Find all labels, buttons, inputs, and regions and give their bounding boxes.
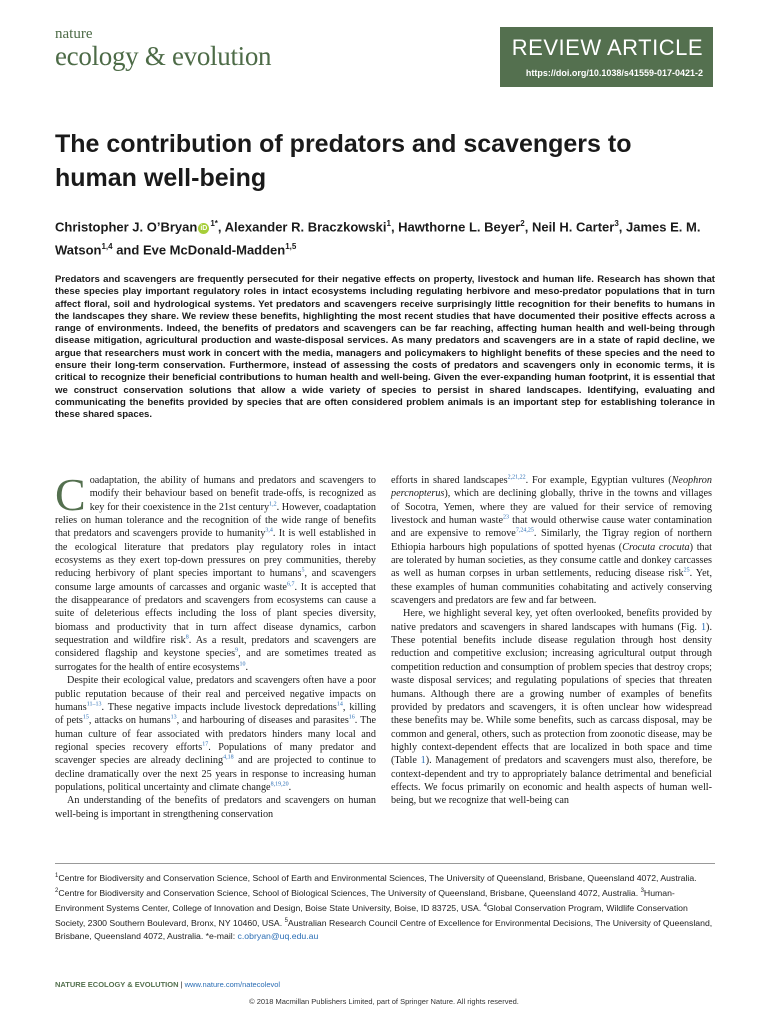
- reference-superscript[interactable]: 23: [502, 514, 509, 521]
- footer-separator: |: [178, 980, 185, 989]
- text-run: .: [245, 661, 248, 673]
- paragraph: [55, 794, 376, 821]
- text-run: , and harbouring of diseases and parasites: [176, 715, 349, 727]
- text-run: . It is accepted that the disappearance of predators and scavengers from ecosystems can cause a suite of deleterious effects including the loss of plant species diversity, biomass and productivity that in turn affect disease dynamics, carbon sequestration and wildfire risk: [55, 581, 377, 647]
- author-name: Neil H. Carter: [531, 219, 615, 235]
- reference-superscript[interactable]: 14: [336, 701, 343, 708]
- author-name: Christopher J. O’Bryan: [55, 219, 198, 235]
- reference-superscript[interactable]: 15: [82, 714, 89, 721]
- text-run: oadaptation, the ability of humans and predators and scavengers to modify their behaviour based on benefit trade-offs, is recognized as key for their coexistence in the 21st century: [89, 475, 376, 513]
- author-name: Alexander R. Braczkowski: [224, 219, 387, 235]
- reference-superscript[interactable]: 1: [55, 873, 59, 879]
- affiliations: [55, 870, 715, 943]
- reference-superscript[interactable]: 16: [348, 714, 355, 721]
- text-run: . As a result, predators and scavengers are considered flagship and keystone species: [55, 635, 377, 660]
- text-run: , killing of pets: [55, 701, 376, 727]
- footer-journal-name: NATURE ECOLOGY & EVOLUTION: [55, 980, 179, 989]
- reference-superscript[interactable]: 8,19,20: [270, 781, 289, 788]
- copyright-notice: © 2018 Macmillan Publishers Limited, part of Springer Nature. All rights reserved.: [249, 997, 519, 1006]
- footer-journal-url[interactable]: www.nature.com/natecolevol: [184, 980, 281, 989]
- email-link[interactable]: c.obryan@uq.edu.au: [237, 930, 319, 941]
- paragraph: [55, 674, 376, 794]
- reference-superscript[interactable]: 17: [202, 741, 209, 748]
- text-run: Australian Research Council Centre of Excellence for Environmental Decisions, The University of Queensland, Brisbane, Queensland 4072, Australia. *e-mail:: [55, 917, 713, 941]
- text-run: , attacks on humans: [88, 715, 171, 727]
- paragraph-text: [55, 469, 377, 673]
- footer-journal: [55, 980, 280, 989]
- text-run: . However, coadaptation relies on human tolerance and the recognition of the wide range of benefits that predators and scavengers provide to humanity: [55, 501, 376, 540]
- body-column-right: [391, 474, 712, 808]
- text-run: . Populations of many predator and scavenger species are already declining: [55, 741, 376, 767]
- text-run: . For example, Egyptian vultures (: [525, 475, 672, 486]
- author-separator: ,: [524, 219, 532, 235]
- text-run: Here, we highlight several key, yet often overlooked, benefits provided by native predators and scavengers in shared landscapes with humans (Fig.: [391, 608, 712, 633]
- paragraph-continued: [391, 474, 712, 607]
- reference-superscript[interactable]: 10: [239, 661, 246, 668]
- reference-superscript[interactable]: 25: [683, 568, 690, 575]
- species-name: Crocuta crocuta: [622, 541, 690, 553]
- author-affiliation-mark: 1: [386, 219, 391, 228]
- text-run: efforts in shared landscapes: [391, 475, 508, 486]
- text-run: Centre for Biodiversity and Conservation Science, School of Earth and Environmental Sciences, The University of Queensland, Brisbane, Queensland 4072, Australia.: [58, 872, 697, 883]
- author-separator: and: [112, 242, 143, 258]
- reference-superscript[interactable]: 8: [185, 634, 189, 641]
- text-run: Human-Environment Systems Center, College of Innovation and Design, Boise State University, Boise, ID 83725, USA.: [55, 887, 675, 913]
- reference-superscript[interactable]: 1,2: [269, 501, 277, 508]
- text-run: ), which are declining globally, thrive in the towns and villages of Socotra, Yemen, where they are valued for their service of removing livestock and human waste: [391, 488, 712, 527]
- reference-superscript[interactable]: 11–13: [86, 701, 102, 708]
- text-run: ) that are tolerated by human societies, as they consume cattle and donkey carcasses as well as human corpses in urban settlements, reducing disease risk: [391, 541, 712, 580]
- reference-superscript[interactable]: 7,24,25: [515, 527, 534, 534]
- figure-reference-link[interactable]: 1: [420, 755, 426, 767]
- reference-superscript[interactable]: 13: [170, 714, 177, 721]
- text-run: . The human culture of fear associated with predators hinders many local and regional species recovery efforts: [55, 715, 376, 753]
- text-run: .: [288, 781, 292, 793]
- author-affiliation-mark: 1,4: [101, 242, 113, 252]
- author-name: James E. M. Watson: [55, 219, 701, 258]
- article-type: REVIEW ARTICLE: [511, 35, 703, 60]
- footnote-divider: [55, 863, 715, 864]
- text-run: An understanding of the benefits of predators and scavengers on human well-being is important in strengthening conservation: [55, 795, 376, 820]
- abstract: Predators and scavengers are frequently persecuted for their negative effects on property, livestock and human life. Research has shown that these species play important regulatory roles in intact ecosystems including regulating herbivore and meso-predator populations that in turn affect floral, soil and hydrological systems. Yet predators and scavengers receive surprisingly little recognition for their benefits to humans in the landscapes they share. We review these benefits, highlighting the most recent studies that have documented their positive effects across a range of environments. Indeed, the benefits of predators and scavengers can be far reaching, affecting human health and well-being through disease mitigation, agricultural production and waste-disposal services. As many predators and scavengers are in a state of rapid decline, we argue that researchers must work in concert with the media, managers and policymakers to highlight benefits of these species and the need to ensure their long-term conservation. Furthermore, instead of assessing the costs of predators and scavengers only in economic terms, it is critical to recognize their beneficial contributions to human health and well-being. Given the ever-expanding human footprint, it is essential that we construct conservation solutions that allow a wide variety of species to persist in shared landscapes. Identifying, evaluating and communicating the benefits provided by species that are often considered problem animals is an important step for establishing tolerance in these shared spaces.: [55, 274, 715, 421]
- reference-superscript[interactable]: 2: [55, 887, 59, 894]
- drop-cap: C: [55, 469, 86, 520]
- text-run: Centre for Biodiversity and Conservation Science, School of Biological Sciences, The University of Queensland, Brisbane, Queensland 4072, Australia.: [58, 887, 641, 898]
- text-run: ). Management of predators and scavengers must also, therefore, be context-dependent and try to appropriately balance detrimental and beneficial effects. We focus primarily on economic and health aspects of human well-being, but we recognize that well-being can: [391, 755, 713, 807]
- reference-superscript[interactable]: 2,21,22: [507, 474, 526, 481]
- text-run: , and scavengers consume large amounts of carcasses and organic waste: [55, 568, 377, 593]
- text-run: ). These potential benefits include disease regulation through host density reduction and competitive exclusion; increasing agricultural output through competition reduction and consumption of problem species that destroy crops; waste disposal services; and regulating populations of species that threaten humans. Although there are a growing number of examples of benefits provided by predators and scavengers, it is often unclear how widespread these benefits may be. While some benefits, such as carcass disposal, may be common and general, others, such as protection from zoonotic disease, may be highly context-dependent effects that are localized in both space and time (Table: [391, 621, 712, 767]
- figure-reference-link[interactable]: 1: [700, 621, 707, 633]
- body-column-left: [55, 469, 377, 821]
- paragraph-intro: [55, 469, 377, 674]
- journal-logo: [55, 26, 271, 70]
- reference-superscript[interactable]: 6,7: [286, 581, 295, 588]
- author-name: Hawthorne L. Beyer: [398, 219, 521, 235]
- text-run: Global Conservation Program, Wildlife Conservation Society, 2300 Southern Boulevard, Bronx, NY 10460, USA.: [55, 902, 688, 928]
- journal-name-line2: ecology & evolution: [55, 41, 272, 71]
- text-run: that would otherwise cause water contamination and are expensive to remove: [391, 515, 712, 540]
- article-type-banner: [500, 27, 713, 87]
- author-list: [55, 214, 715, 261]
- text-run: . Similarly, the Tigray region of northern Ethiopia harbours high populations of spotted hyenas (: [391, 528, 712, 553]
- author-affiliation-mark: 1,5: [285, 242, 297, 252]
- journal-name-line1: nature: [55, 26, 93, 42]
- text-run: . Yet, these examples of human communities cohabitating and actively conserving scavengers and predators are few and far between.: [391, 568, 712, 607]
- author-separator: ,: [390, 219, 399, 235]
- reference-superscript[interactable]: 5: [284, 917, 288, 924]
- author-affiliation-mark: 2: [520, 219, 525, 228]
- author-affiliation-mark: 3: [614, 219, 619, 228]
- author-separator: ,: [618, 219, 627, 235]
- author-name: Eve McDonald-Madden: [142, 242, 286, 258]
- reference-superscript[interactable]: 3: [640, 887, 644, 894]
- text-run: Despite their ecological value, predators and scavengers often have a poor public reputation because of their real and perceived negative impacts on humans: [55, 675, 376, 713]
- doi-link[interactable]: https://doi.org/10.1038/s41559-017-0421-2: [525, 68, 703, 78]
- author-affiliation-mark: 1*: [210, 219, 218, 228]
- author-separator: ,: [217, 219, 225, 235]
- article-title: The contribution of predators and scavengers to human well-being: [55, 130, 632, 192]
- reference-superscript[interactable]: 3,4: [265, 527, 273, 534]
- reference-superscript[interactable]: 9: [235, 648, 239, 655]
- text-run: . These negative impacts include livestock depredations: [101, 701, 337, 713]
- reference-superscript[interactable]: 4,18: [223, 754, 234, 761]
- text-run: , and are sometimes treated as surrogates for the health of entire ecosystems: [55, 648, 376, 673]
- reference-superscript[interactable]: 5: [301, 568, 305, 575]
- orcid-icon[interactable]: iD: [200, 225, 208, 233]
- species-name: Neophron percnopterus: [391, 475, 712, 500]
- paragraph: [391, 607, 712, 807]
- reference-superscript[interactable]: 4: [483, 902, 487, 909]
- text-run: and are projected to continue to decline dramatically over the next 25 years in response to increasing human populations, political uncertainty and climate change: [55, 755, 376, 793]
- text-run: . It is well established in the ecological literature that predators play regulatory roles in intact ecosystems as they exert top-down pressures on prey communities, thereby reducing herbivory of plant species important to humans: [55, 528, 376, 580]
